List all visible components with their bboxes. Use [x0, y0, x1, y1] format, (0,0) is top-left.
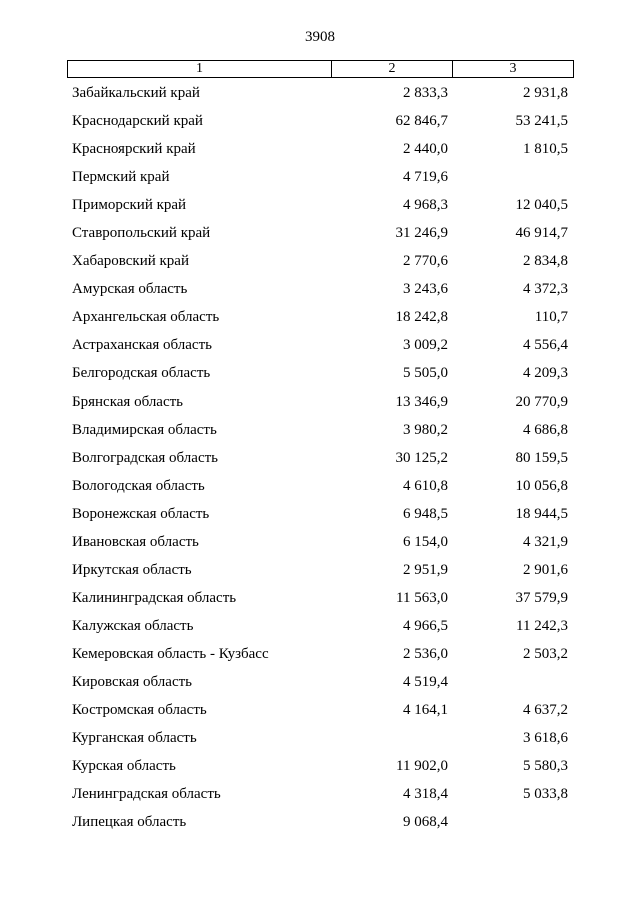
value-column-3: 110,7: [534, 309, 568, 326]
value-column-2: 6 948,5: [403, 505, 448, 522]
value-column-3: 2 901,6: [523, 561, 568, 578]
region-name: Хабаровский край: [72, 253, 189, 270]
region-name: Архангельская область: [72, 309, 220, 326]
value-column-3: 2 834,8: [523, 253, 568, 270]
value-column-2: 11 902,0: [396, 758, 448, 775]
table-row: [0, 192, 640, 220]
region-name: Костромская область: [72, 702, 207, 719]
region-name: Курская область: [72, 758, 176, 775]
table-row: [0, 669, 640, 697]
value-column-2: 62 846,7: [395, 113, 448, 130]
table-row: [0, 585, 640, 613]
region-name: Приморский край: [72, 197, 187, 214]
value-column-3: 11 242,3: [516, 617, 568, 634]
value-column-2: 30 125,2: [395, 449, 448, 466]
value-column-3: 5 033,8: [523, 786, 568, 803]
table-row: [0, 501, 640, 529]
value-column-3: 53 241,5: [515, 113, 568, 130]
region-name: Вологодская область: [72, 477, 205, 494]
value-column-3: 18 944,5: [515, 505, 568, 522]
region-name: Калужская область: [72, 617, 194, 634]
value-column-2: 4 164,1: [403, 702, 448, 719]
column-header-2: 2: [331, 61, 452, 77]
column-header-1: 1: [196, 61, 203, 76]
table-row: [0, 641, 640, 669]
value-column-3: 10 056,8: [515, 477, 568, 494]
value-column-3: 4 556,4: [523, 337, 568, 354]
value-column-2: 18 242,8: [395, 309, 448, 326]
value-column-2: 5 505,0: [403, 365, 448, 382]
value-column-3: 4 372,3: [523, 281, 568, 298]
region-name: Липецкая область: [72, 814, 187, 831]
value-column-3: 37 579,9: [515, 589, 568, 606]
value-column-2: 11 563,0: [396, 589, 448, 606]
region-name: Курганская область: [72, 730, 197, 747]
value-column-2: 31 246,9: [395, 225, 448, 242]
value-column-2: 4 610,8: [403, 477, 448, 494]
table-row: [0, 613, 640, 641]
value-column-2: 13 346,9: [395, 393, 448, 410]
value-column-2: 2 951,9: [403, 561, 448, 578]
table-row: [0, 108, 640, 136]
table-row: [0, 360, 640, 388]
region-name: Красноярский край: [72, 141, 196, 158]
value-column-3: 46 914,7: [515, 225, 568, 242]
value-column-3: 3 618,6: [523, 730, 568, 747]
value-column-2: 2 770,6: [403, 253, 448, 270]
table-row: [0, 136, 640, 164]
table-row: [0, 276, 640, 304]
table-row: [0, 809, 640, 837]
value-column-3: 2 503,2: [523, 645, 568, 662]
value-column-2: 3 243,6: [403, 281, 448, 298]
region-name: Забайкальский край: [72, 85, 200, 101]
table-body: [0, 80, 640, 837]
table-row: [0, 164, 640, 192]
region-name: Амурская область: [72, 281, 188, 298]
table-row: [0, 753, 640, 781]
region-name: Белгородская область: [72, 365, 211, 382]
value-column-3: 4 637,2: [523, 702, 568, 719]
table-row: [0, 304, 640, 332]
page-number: 3908: [305, 29, 335, 45]
region-name: Калининградская область: [72, 589, 237, 606]
value-column-2: 3 009,2: [403, 337, 448, 354]
table-row: [0, 332, 640, 360]
value-column-2: 6 154,0: [403, 533, 448, 550]
region-name: Пермский край: [72, 169, 170, 186]
value-column-2: 4 719,6: [403, 169, 448, 186]
value-column-2: 3 980,2: [403, 421, 448, 438]
table-row: [0, 529, 640, 557]
region-name: Брянская область: [72, 393, 184, 410]
value-column-2: 4 966,5: [403, 617, 448, 634]
value-column-3: 4 321,9: [523, 533, 568, 550]
table-row: [0, 781, 640, 809]
table-row: [0, 445, 640, 473]
value-column-3: 4 686,8: [523, 421, 568, 438]
table-row: [0, 248, 640, 276]
region-name: Астраханская область: [72, 337, 212, 354]
table-row: [0, 389, 640, 417]
region-name: Волгоградская область: [72, 449, 218, 466]
table-row: [0, 697, 640, 725]
value-column-2: 2 833,3: [403, 85, 448, 101]
value-column-3: 80 159,5: [515, 449, 568, 466]
value-column-2: 4 318,4: [403, 786, 448, 803]
value-column-2: 2 440,0: [403, 141, 448, 158]
column-header-3: 3: [452, 61, 573, 77]
value-column-3: 20 770,9: [515, 393, 568, 410]
table-row: [0, 557, 640, 585]
value-column-3: 2 931,8: [523, 85, 568, 101]
table-row: [0, 417, 640, 445]
value-column-2: 2 536,0: [403, 645, 448, 662]
table-header: [67, 60, 574, 78]
table-row: [0, 220, 640, 248]
table-row: [0, 80, 640, 108]
region-name: Ивановская область: [72, 533, 199, 550]
value-column-3: 1 810,5: [523, 141, 568, 158]
value-column-3: 5 580,3: [523, 758, 568, 775]
region-name: Иркутская область: [72, 561, 192, 578]
value-column-3: 4 209,3: [523, 365, 568, 382]
region-name: Краснодарский край: [72, 113, 203, 130]
value-column-3: 12 040,5: [515, 197, 568, 214]
value-column-2: 4 968,3: [403, 197, 448, 214]
value-column-2: 9 068,4: [403, 814, 448, 831]
value-column-2: 4 519,4: [403, 673, 448, 690]
table-row: [0, 725, 640, 753]
region-name: Ставропольский край: [72, 225, 211, 242]
region-name: Воронежская область: [72, 505, 210, 522]
region-name: Владимирская область: [72, 421, 217, 438]
region-name: Ленинградская область: [72, 786, 221, 803]
table-row: [0, 473, 640, 501]
region-name: Кемеровская область - Кузбасс: [72, 645, 269, 662]
region-name: Кировская область: [72, 673, 193, 690]
